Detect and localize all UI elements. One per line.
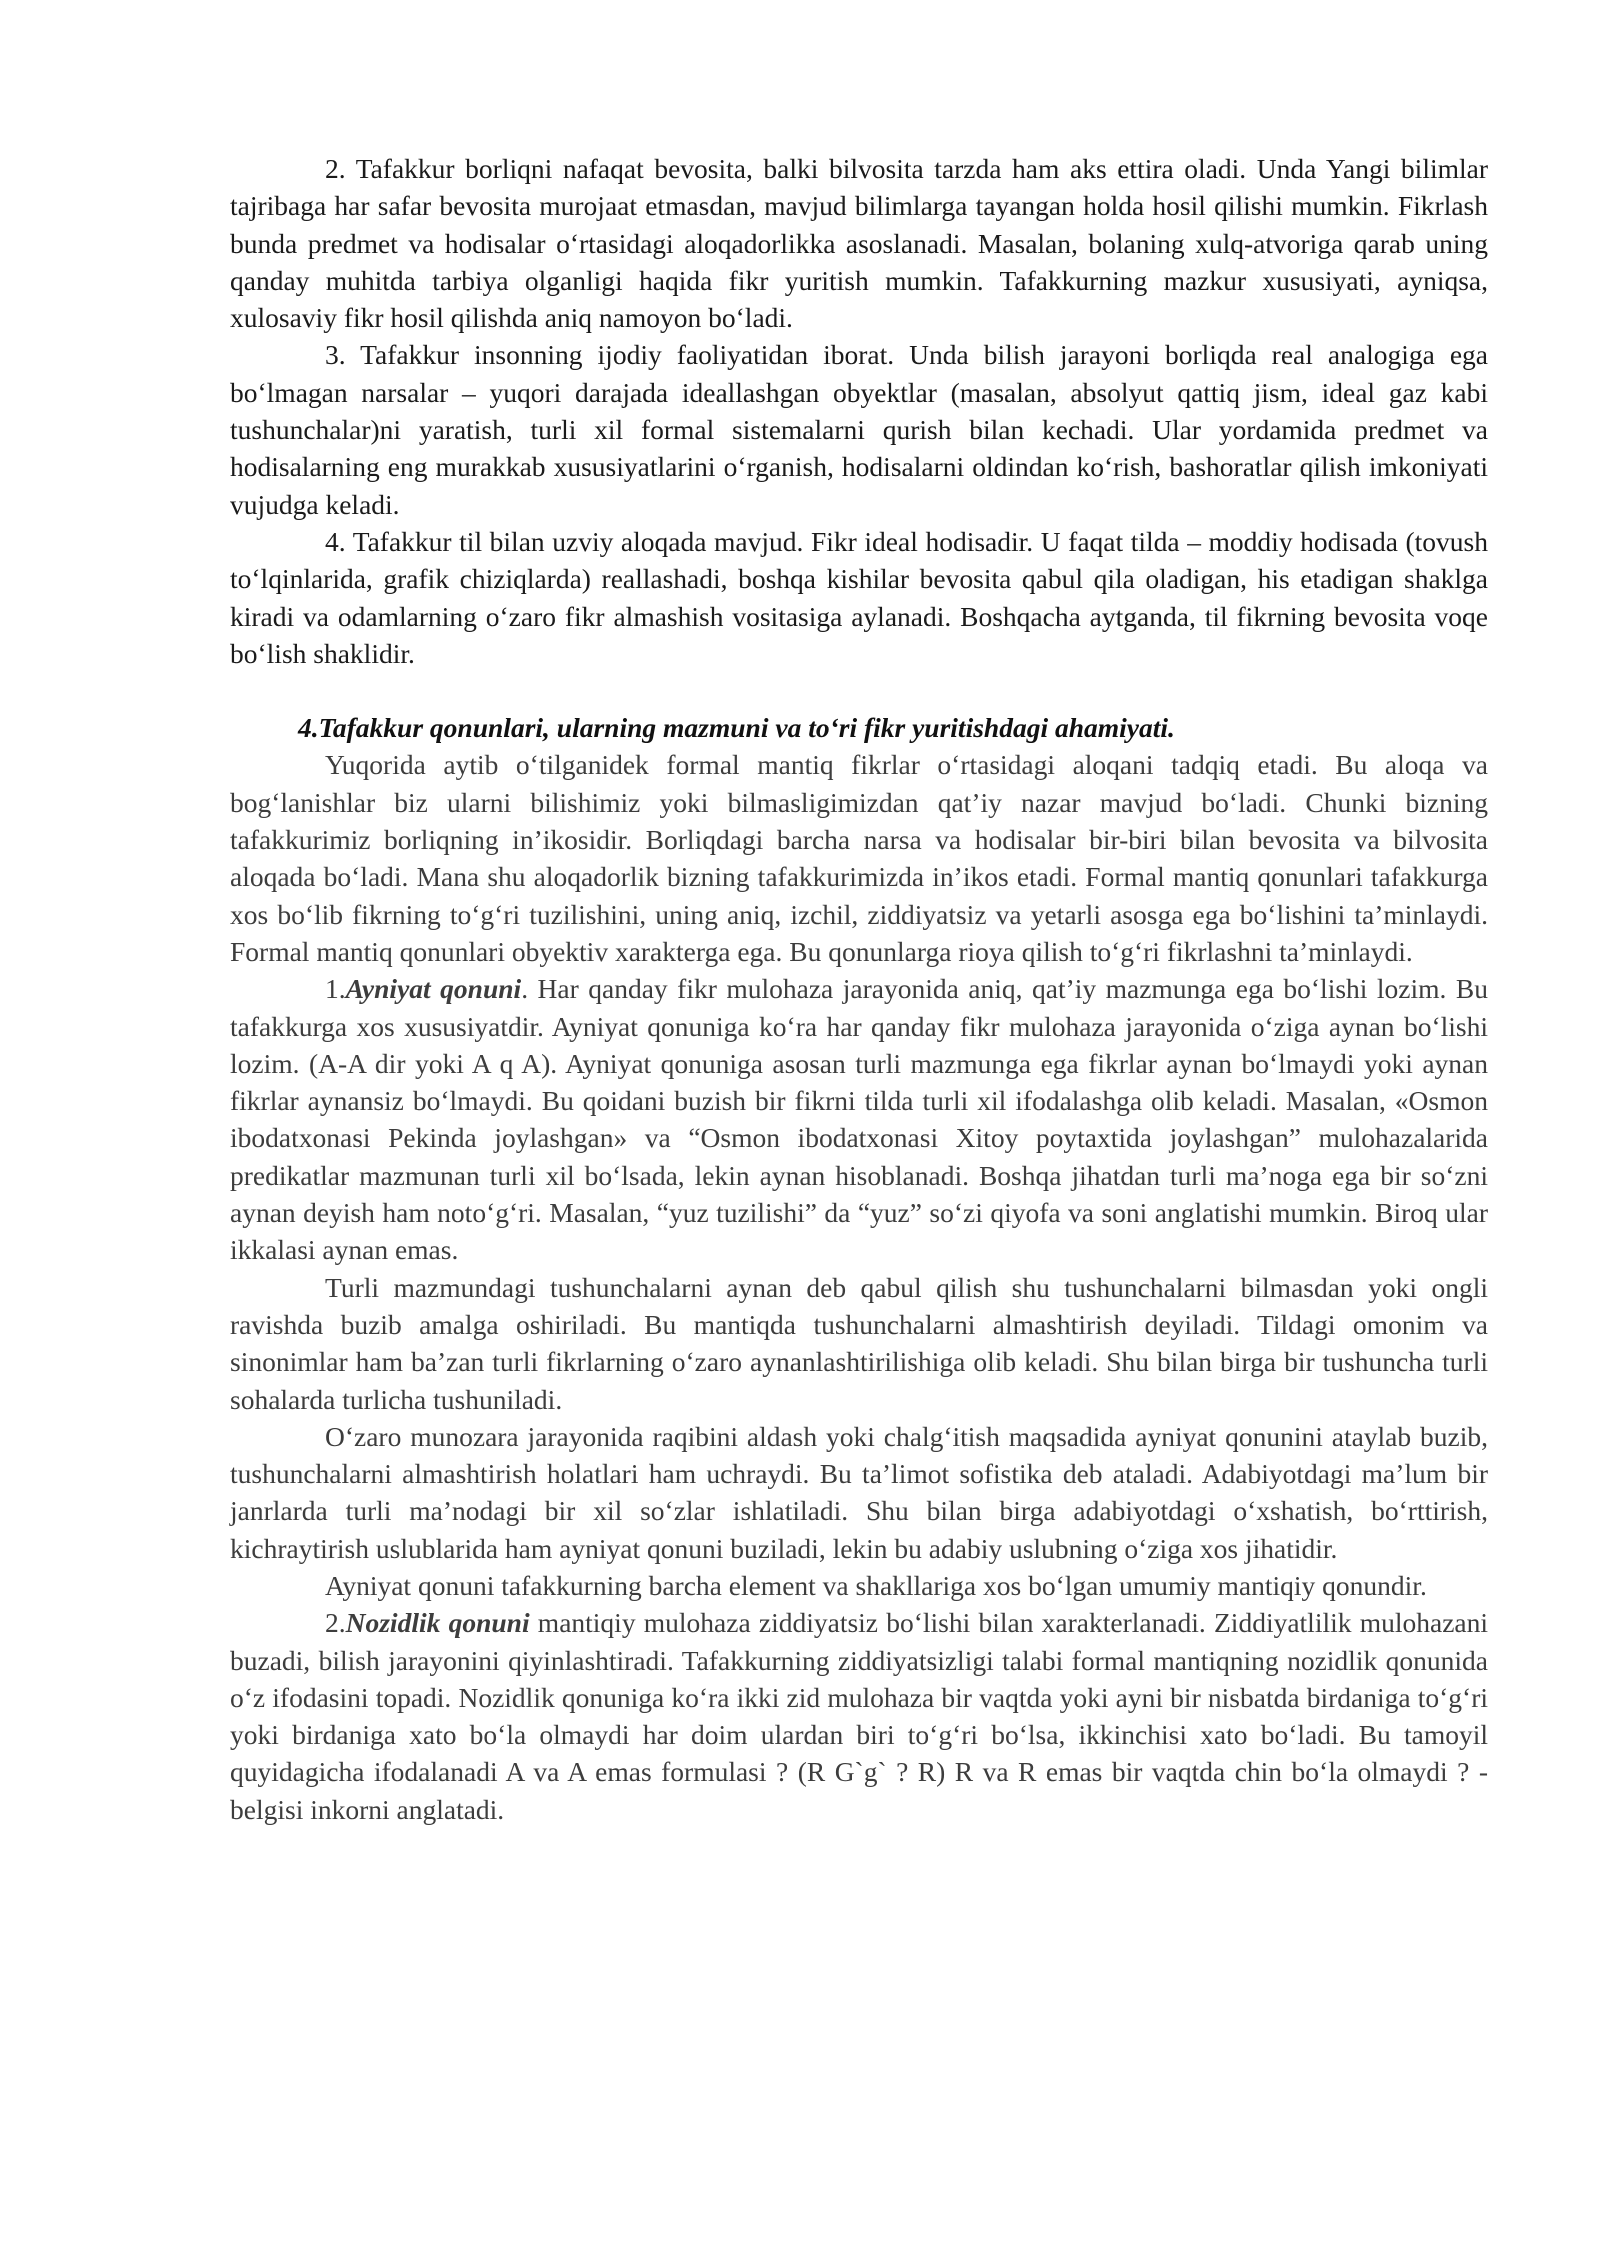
document-page xyxy=(230,150,1488,1828)
law2-text: mantiqiy mulohaza ziddiyatsiz bo‘lishi bilan xarakterlanadi. Ziddiyatlilik mulohazani buzadi, bilish jarayonini qiyinlashtiradi. Tafakkurning ziddiyatsizligi talabi formal mantiqning nozidlik qonunida o‘z ifodasini topadi. Nozidlik qonuniga ko‘ra ikki zid mulohaza bir vaqtda yoki ayni bir nisbatda birdaniga to‘g‘ri yoki birdaniga xato bo‘la olmaydi har doim ulardan biri to‘g‘ri bo‘lsa, ikkinchisi xato bo‘ladi. Bu tamoyil quyidagicha ifodalanadi A va A emas formulasi ? (R G`g` ? R) R va R emas bir vaqtda chin bo‘la olmaydi ? - belgisi inkorni anglatadi. xyxy=(230,1607,1488,1825)
law1-text: . Har qanday fikr mulohaza jarayonida aniq, qat’iy mazmunga ega bo‘lishi lozim. Bu tafakkurga xos xususiyatdir. Ayniyat qonuniga ko‘ra har qanday fikr mulohaza jarayonida o‘ziga aynan bo‘lishi lozim. (A-A dir yoki A q A). Ayniyat qonuniga asosan turli mazmunga ega fikrlar aynan bo‘lmaydi yoki aynan fikrlar aynansiz bo‘lmaydi. Bu qoidani buzish bir fikrni tilda turli xil ifodalashga olib keladi. Masalan, «Osmon ibodatxonasi Pekinda joylashgan» va “Osmon ibodatxonasi Xitoy poytaxtida joylashgan” mulohazalarida predikatlar mazmunan turli xil bo‘lsada, lekin aynan hisoblanadi. Boshqa jihatdan turli ma’noga ega bir so‘zni aynan deyish ham noto‘g‘ri. Masalan, “yuz tuzilishi” da “yuz” so‘zi qiyofa va soni anglatishi mumkin. Biroq ular ikkalasi aynan emas. xyxy=(230,973,1488,1266)
paragraph-identity-summary: Ayniyat qonuni tafakkurning barcha element va shakllariga xos bo‘lgan umumiy mantiqiy qonundir. xyxy=(325,1569,1427,1601)
paragraph-property-4: 4. Tafakkur til bilan uzviy aloqada mavjud. Fikr ideal hodisadir. U faqat tilda – moddiy hodisada (tovush to‘lqinlarida, grafik chiziqlarda) reallashadi, boshqa kishilar bevosita qabul qila oladigan, his etadigan shaklga kiradi va odamlarning o‘zaro fikr almashish vositasiga aylanadi. Boshqacha aytganda, til fikrning bevosita voqe bo‘lish shaklidir. xyxy=(230,525,1488,669)
paragraph-sophistry: O‘zaro munozara jarayonida raqibini aldash yoki chalg‘itish maqsadida ayniyat qonunini ataylab buzib, tushunchalarni almashtirish holatlari ham uchraydi. Bu ta’limot sofistika deb ataladi. Adabiyotdagi ma’lum bir janrlarda turli ma’nodagi bir xil so‘zlar ishlatiladi. Shu bilan birga adabiyotdagi o‘xshatish, bo‘rttirish, kichraytirish uslublarida ham ayniyat qonuni buziladi, lekin bu adabiy uslubning o‘ziga xos jihatidir. xyxy=(230,1420,1488,1564)
paragraph-intro: Yuqorida aytib o‘tilganidek formal mantiq fikrlar o‘rtasidagi aloqani tadqiq etadi. Bu aloqa va bog‘lanishlar biz ularni bilishimiz yoki bilmasligimizdan qat’iy nazar mavjud bo‘ladi. Chunki bizning tafakkurimiz borliqning in’ikosidir. Borliqdagi barcha narsa va hodisalar bir-biri bilan bevosita va bilvosita aloqada bo‘ladi. Mana shu aloqadorlik bizning tafakkurimizda in’ikos etadi. Formal mantiq qonunlari tafakkurga xos bo‘lib fikrning to‘g‘ri tuzilishini, uning aniq, izchil, ziddiyatsiz va yetarli asosga ega bo‘lishini ta’minlaydi. Formal mantiq qonunlari obyektiv xarakterga ega. Bu qonunlarga rioya qilish to‘g‘ri fikrlashni ta’minlaydi. xyxy=(230,749,1488,967)
paragraph-law-identity xyxy=(230,970,1488,1268)
paragraph-concept-substitution: Turli mazmundagi tushunchalarni aynan deb qabul qilish shu tushunchalarni bilmasdan yoki ongli ravishda buzib amalga oshiriladi. Bu mantiqda tushunchalarni almashtirish deyiladi. Tildagi omonim va sinonimlar ham ba’zan turli fikrlarning o‘zaro aynanlashtirilishiga olib keladi. Shu bilan birga bir tushuncha turli sohalarda turlicha tushuniladi. xyxy=(230,1271,1488,1415)
law1-number: 1. xyxy=(325,973,346,1005)
law2-number: 2. xyxy=(325,1607,346,1639)
paragraph-property-2: 2. Tafakkur borliqni nafaqat bevosita, balki bilvosita tarzda ham aks ettira oladi. Unda Yangi bilimlar tajribaga har safar bevosita murojaat etmasdan, mavjud bilimlarga tayangan holda hosil qilishi mumkin. Fikrlash bunda predmet va hodisalar o‘rtasidagi aloqadorlikka asoslanadi. Masalan, bolaning xulq-atvoriga qarab uning qanday muhitda tarbiya olganligi haqida fikr yuritish mumkin. Tafakkurning mazkur xususiyati, ayniqsa, xulosaviy fikr hosil qilishda aniq namoyon bo‘ladi. xyxy=(230,153,1488,334)
section-heading: 4.Tafakkur qonunlari, ularning mazmuni va to‘ri fikr yuritishdagi ahamiyati. xyxy=(298,712,1175,744)
paragraph-law-noncontradiction xyxy=(230,1604,1488,1828)
law1-term: Ayniyat qonuni xyxy=(345,973,522,1005)
paragraph-property-3: 3. Tafakkur insonning ijodiy faoliyatidan iborat. Unda bilish jarayoni borliqda real analogiga ega bo‘lmagan narsalar – yuqori darajada ideallashgan obyektlar (masalan, absolyut qattiq jism, ideal gaz kabi tushunchalar)ni yaratish, turli xil formal sistemalarni qurish bilan kechadi. Ular yordamida predmet va hodisalarning eng murakkab xususiyatlarini o‘rganish, hodisalarni oldindan ko‘rish, bashoratlar qilish imkoniyati vujudga keladi. xyxy=(230,339,1488,520)
law2-term: Nozidlik qonuni xyxy=(345,1607,530,1639)
